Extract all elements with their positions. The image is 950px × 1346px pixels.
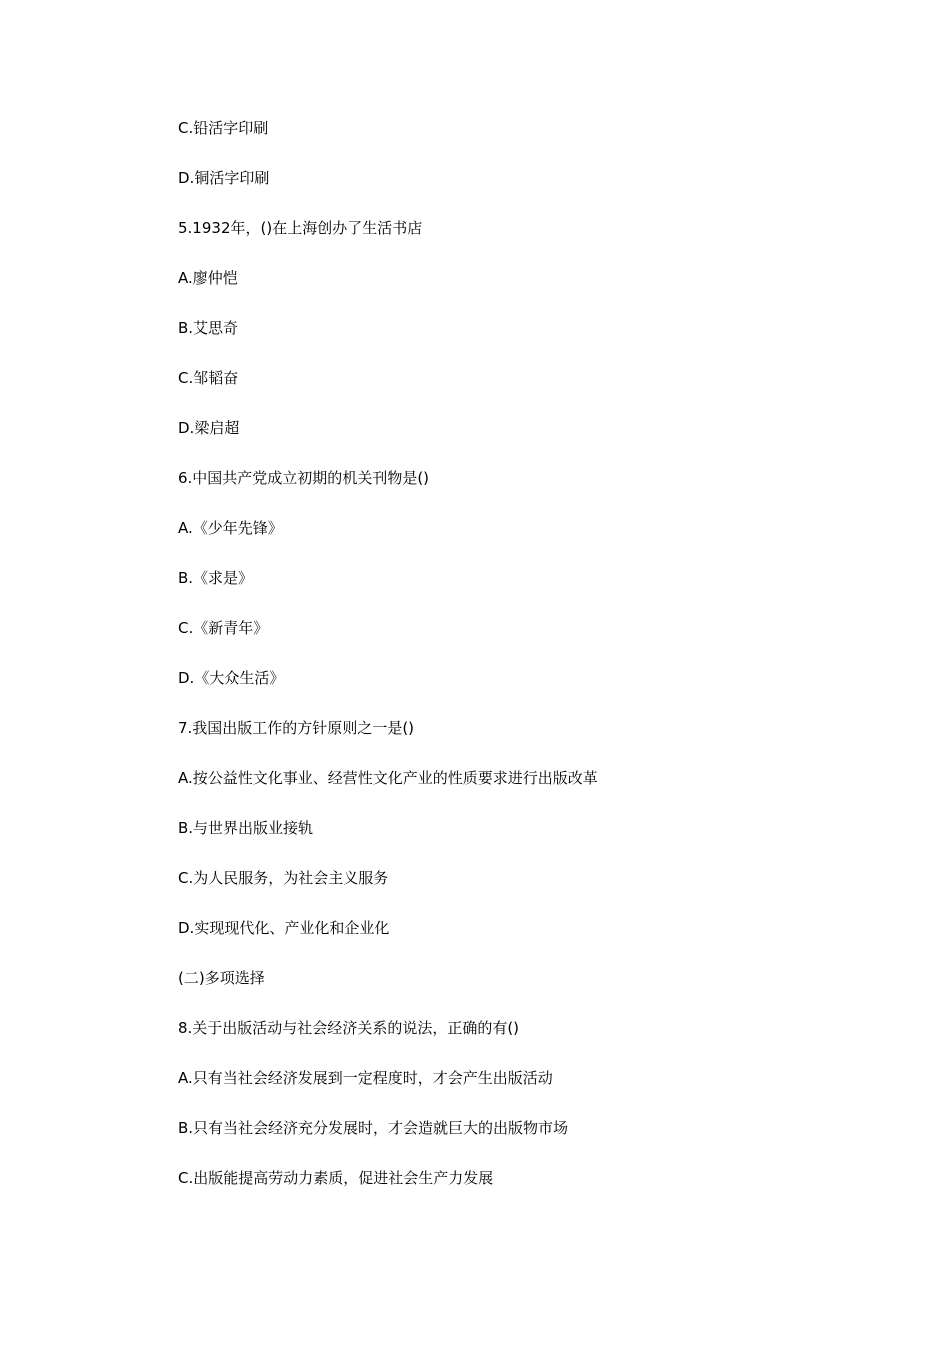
question-5: 5.1932年，()在上海创办了生活书店 <box>178 219 423 237</box>
q5-option-a: A.廖仲恺 <box>178 269 238 287</box>
q8-option-a: A.只有当社会经济发展到一定程度时，才会产生出版活动 <box>178 1069 553 1087</box>
q8-option-b: B.只有当社会经济充分发展时，才会造就巨大的出版物市场 <box>178 1119 569 1137</box>
q8-option-c: C.出版能提高劳动力素质，促进社会生产力发展 <box>178 1169 494 1187</box>
q5-option-d: D.梁启超 <box>178 419 240 437</box>
question-6: 6.中国共产党成立初期的机关刊物是() <box>178 469 430 487</box>
q5-option-c: C.邹韬奋 <box>178 369 239 387</box>
section-heading-multiple-choice: (二)多项选择 <box>178 969 265 987</box>
q7-option-a: A.按公益性文化事业、经营性文化产业的性质要求进行出版改革 <box>178 769 598 787</box>
q6-option-c: C.《新青年》 <box>178 619 269 637</box>
option-d-copper-type: D.铜活字印刷 <box>178 169 270 187</box>
document-body <box>178 116 878 1216</box>
q6-option-b: B.《求是》 <box>178 569 254 587</box>
q6-option-d: D.《大众生活》 <box>178 669 285 687</box>
q7-option-d: D.实现现代化、产业化和企业化 <box>178 919 390 937</box>
option-c-lead-type: C.铅活字印刷 <box>178 119 269 137</box>
question-8: 8.关于出版活动与社会经济关系的说法，正确的有() <box>178 1019 520 1037</box>
q7-option-c: C.为人民服务，为社会主义服务 <box>178 869 389 887</box>
question-7: 7.我国出版工作的方针原则之一是() <box>178 719 415 737</box>
q5-option-b: B.艾思奇 <box>178 319 239 337</box>
q7-option-b: B.与世界出版业接轨 <box>178 819 314 837</box>
q6-option-a: A.《少年先锋》 <box>178 519 283 537</box>
